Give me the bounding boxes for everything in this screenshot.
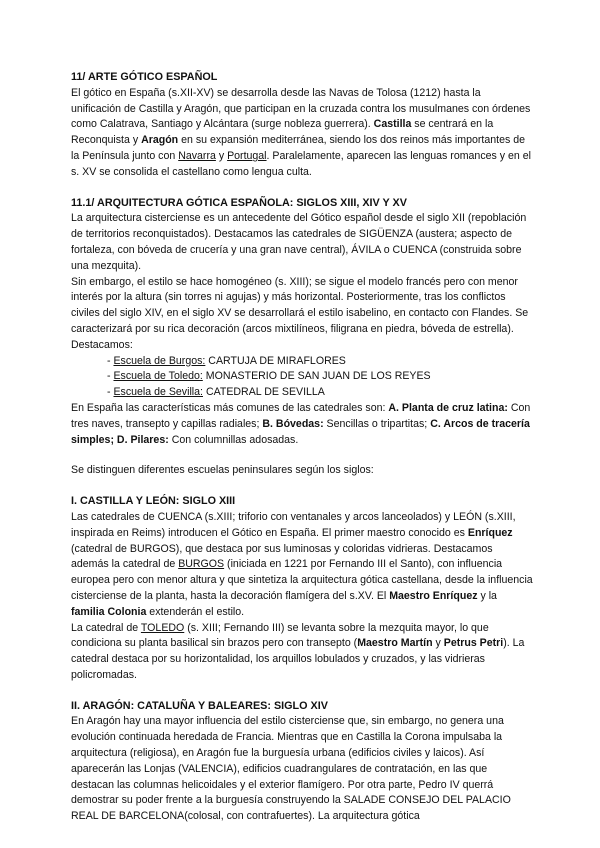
- underlined-term: BURGOS: [178, 558, 225, 571]
- document-page: [71, 70, 533, 825]
- text: extenderán el estilo.: [146, 605, 245, 618]
- text: y: [432, 637, 444, 650]
- characteristics-paragraph: [71, 401, 533, 448]
- bold-term: Enríquez: [467, 526, 513, 539]
- bold-term: A. Planta de cruz latina:: [388, 401, 508, 414]
- bold-term: Maestro Martín: [357, 637, 433, 650]
- text: Las catedrales de CUENCA (s.XIII; triforio con ventanales y arcos lanceolados) y LEÓN (s.XIII, inspirada en Reims) introducen el Gótico en España. El primer maestro conocido es: [71, 510, 516, 539]
- homogeneous-style-paragraph: Sin embargo, el estilo se hace homogéneo (s. XIII); se sigue el modelo francés pero con menor interés por la altura (sin torres ni agujas) y más horizontal. Posteriormente, tras los conflictos civiles del siglo XIV, en el siglo XV se desarrollará el estilo isabelino, en contacto con Flandes. Se caracterizará por su rica decoración (arcos mixtilíneos, filigrana en piedra, bóveda de estrella). Destacamos:: [71, 275, 529, 351]
- section-heading-architecture: 11.1/ ARQUITECTURA GÓTICA ESPAÑOLA: SIGLOS XIII, XIV Y XV: [71, 196, 407, 209]
- bold-term: Castilla: [373, 118, 412, 131]
- text: (s. XIII; Fernando III) se levanta sobre la mezquita mayor, lo que condiciona su planta basilical sin brazos pero con transepto (: [71, 621, 489, 650]
- aragon-paragraph: En Aragón hay una mayor influencia del estilo cisterciense que, sin embargo, no genera una evolución continuada heredada de Francia. Mientras que en Castilla la Corona impulsaba la arquitectura (religiosa), en Aragón fue la burguesía urbana (edificios civiles y laicos). Así aparecerán las Lonjas (VALENCIA), edificios cuadrangulares de contratación, en las que destacan las columnas helicoidales y el exterior flamígero. Por otra parte, Pedro IV querrá demostrar su poder frente a la burguesía construyendo la SALADE CONSEJO DEL PALACIO REAL DE BARCELONA(colosal, con contrafuertes). La arquitectura gótica: [71, 715, 511, 823]
- text: en su expansión mediterránea, siendo los dos reinos más importantes de la Península junto con: [71, 134, 526, 162]
- schools-list: [71, 354, 533, 401]
- text: y la: [477, 589, 497, 602]
- text: (catedral de BURGOS), que destaca por sus luminosas y coloridas vidrieras. Destacamos además la catedral de: [71, 542, 493, 571]
- bold-term: familia Colonia: [71, 605, 147, 618]
- list-item: - Escuela de Burgos: CARTUJA DE MIRAFLORES: [107, 354, 346, 367]
- text: El gótico en España (s.XII-XV) se desarrolla desde las Navas de Tolosa (1212) hasta la unificación de Castilla y Aragón, que participan en la cruzada contra los musulmanes con órdenes como Calatrava, Santiago y Alcántara (surge nobleza guerrera).: [71, 86, 531, 131]
- bold-term: Aragón: [141, 134, 179, 147]
- text: Con columnillas adosadas.: [168, 433, 299, 446]
- section-heading-aragon: II. ARAGÓN: CATALUÑA Y BALEARES: SIGLO XIV: [71, 699, 328, 712]
- text: y: [215, 149, 228, 162]
- section-heading-castilla-leon: I. CASTILLA Y LEÓN: SIGLO XIII: [71, 495, 236, 508]
- school-name: Escuela de Toledo:: [113, 370, 203, 383]
- castilla-paragraph: [71, 510, 533, 621]
- text: Con tres naves, transepto y capillas radiales;: [71, 401, 531, 430]
- list-item: - Escuela de Sevilla: CATEDRAL DE SEVILLA: [107, 386, 325, 399]
- text: . Paralelamente, aparecen las lenguas romances y en el s. XV se consolida el castellano como lengua culta.: [71, 149, 531, 178]
- underlined-term: Navarra: [178, 149, 216, 162]
- text: ). La catedral destaca por su horizontalidad, los arquillos lobulados y cruzados, y las vidrieras policromadas.: [71, 637, 525, 681]
- list-item: - Escuela de Toledo: MONASTERIO DE SAN JUAN DE LOS REYES: [107, 370, 431, 383]
- underlined-term: Portugal: [227, 149, 267, 162]
- school-work: MONASTERIO DE SAN JUAN DE LOS REYES: [202, 370, 431, 383]
- school-work: CATEDRAL DE SEVILLA: [203, 386, 325, 399]
- school-name: Escuela de Burgos:: [113, 354, 206, 367]
- school-work: CARTUJA DE MIRAFLORES: [205, 354, 346, 367]
- toledo-paragraph: [71, 621, 533, 684]
- intro-paragraph: [71, 86, 533, 181]
- bold-term: Maestro Enríquez: [389, 589, 478, 602]
- text: se centrará en la Reconquista y: [71, 118, 494, 147]
- school-name: Escuela de Sevilla:: [113, 386, 203, 399]
- bold-term: B. Bóvedas:: [262, 417, 324, 430]
- bold-term: Petrus Petri: [443, 637, 504, 650]
- text: En España las características más comunes de las catedrales son:: [71, 401, 389, 414]
- bold-term: C. Arcos de tracería simples; D. Pilares:: [71, 417, 530, 446]
- text: La catedral de: [71, 621, 141, 634]
- underlined-term: TOLEDO: [140, 621, 185, 634]
- text: (iniciada en 1221 por Fernando III el Santo), con influencia europea pero con menor altura y que sintetiza la arquitectura gótica castellana, desde la influencia cisterciense de la planta, hasta la decoración flamígera del s.XV. El: [71, 558, 533, 602]
- cistercian-paragraph: La arquitectura cisterciense es un antecedente del Gótico español desde el siglo XII (repoblación de territorios reconquistados). Destacamos las catedrales de SIGÜENZA (austera; aspecto de fortaleza, con bóveda de crucería y una gran nave central), ÁVILA o CUENCA (construida sobre una mezquita).: [71, 212, 527, 272]
- text: Sencillas o tripartitas;: [323, 417, 431, 430]
- schools-intro-paragraph: Se distinguen diferentes escuelas peninsulares según los siglos:: [71, 464, 374, 477]
- section-heading-gothic-art: 11/ ARTE GÓTICO ESPAÑOL: [71, 71, 218, 83]
